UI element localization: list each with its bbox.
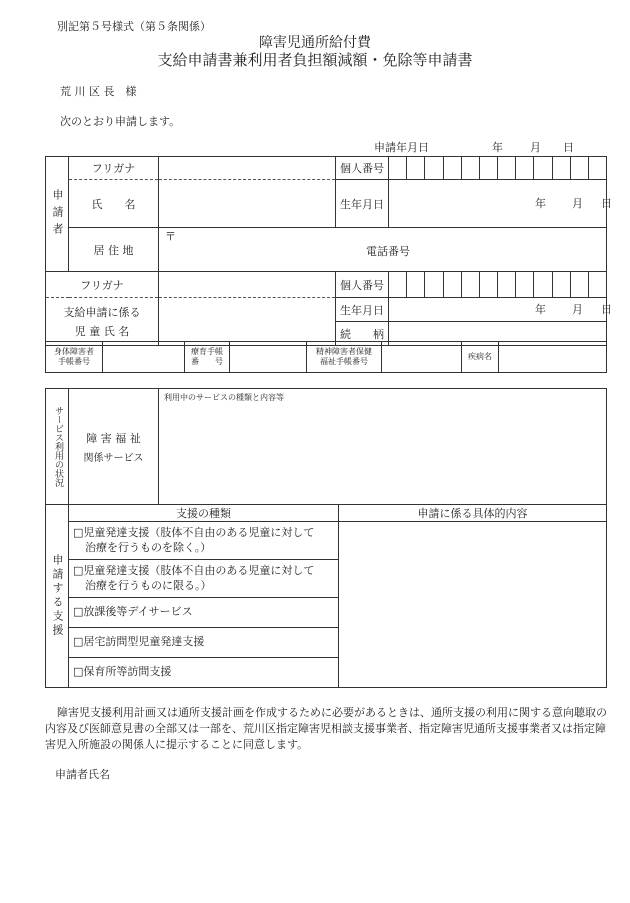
physical-handbook-label: 身体障害者 手帳番号 [46,342,103,373]
applicant-name-field[interactable] [159,180,336,228]
support-detail-field[interactable] [339,522,607,688]
child-birth-month-unit: 月 [572,303,583,316]
welfare-service-label [69,389,159,505]
mental-handbook-field[interactable] [382,342,462,373]
child-name-label-line2: 児 童 氏 名 [74,325,130,338]
applicant-furigana-field[interactable] [159,157,336,180]
postal-mark: 〒 [165,230,176,243]
child-birth-day-unit: 日 [601,303,612,316]
applicant-furigana-label: フリガナ [69,157,159,180]
child-relation-label: 続 柄 [336,322,389,346]
support-option-4[interactable]: □居宅訪問型児童発達支援 [69,628,339,658]
consent-text: 障害児支援利用計画又は通所支援計画を作成するために必要があるときは、通所支援の利用に関する意向聴取の内容及び医師意見書の全部又は一部を、荒川区指定障害児相談支援事業者、指定障害児通所支援事業者又は指定障害児入所施設の関係人に提示することに同意します。 [45,706,607,751]
date-label: 申請年月日 [374,141,429,154]
support-section-label: 申請する支援 [46,505,69,688]
service-table [45,388,607,505]
child-birth-field[interactable] [389,298,612,322]
rehab-handbook-label: 療育手帳 番 号 [185,342,230,373]
applicant-birth-field[interactable] [389,180,612,228]
applicant-birth-day-unit: 日 [601,197,612,210]
child-name-label-line1: 支給申請に係る [63,306,141,319]
applicant-address-label: 居 住 地 [69,228,159,272]
date-month-unit: 月 [530,141,541,154]
intro-text: 次のとおり申請します。 [60,115,181,128]
disease-field[interactable] [499,342,607,373]
applicant-table [45,156,612,346]
child-personal-no-boxes[interactable] [389,272,607,298]
welfare-service-label-line2: 関係サービス [83,452,144,464]
addressee: 荒 川 区 長 様 [60,85,137,98]
rehab-handbook-field[interactable] [230,342,307,373]
support-detail-header: 申請に係る具体的内容 [339,505,607,522]
applicant-birth-label: 生年月日 [336,180,389,228]
applicant-birth-year-unit: 年 [535,197,546,210]
child-name-field[interactable] [159,298,336,346]
welfare-service-label-line1: 障 害 福 祉 [86,431,141,445]
applicant-personal-no-label: 個人番号 [336,157,389,180]
phone-label: 電話番号 [366,245,410,258]
applicant-address-field[interactable] [159,228,607,272]
child-personal-no-label: 個人番号 [336,272,389,298]
form-number: 別記第５号様式（第５条関係） [57,20,211,33]
signature-label: 申請者氏名 [55,768,110,781]
service-content-field[interactable] [159,389,607,505]
physical-handbook-field[interactable] [103,342,185,373]
child-furigana-field[interactable] [159,272,336,298]
applicant-personal-no-boxes[interactable] [389,157,607,180]
applicant-section-label: 申請者 [46,157,69,272]
applicant-birth-month-unit: 月 [572,197,583,210]
mental-handbook-label: 精神障害者保健 福祉手帳番号 [307,342,382,373]
applicant-name-label: 氏 名 [69,180,159,228]
title-line1: 障害児通所給付費 [259,35,371,51]
service-content-label: 利用中のサービスの種類と内容等 [164,393,284,402]
child-birth-label: 生年月日 [336,298,389,322]
support-option-3[interactable]: □放課後等デイサービス [69,598,339,628]
child-furigana-label: フリガナ [46,272,159,298]
handbook-table [45,341,607,373]
title-line2: 支給申請書兼利用者負担額減額・免除等申請書 [157,51,473,69]
support-type-header: 支援の種類 [69,505,339,522]
support-table [45,504,607,688]
support-option-1[interactable]: □児童発達支援（肢体不自由のある児童に対して 治療を行うものを除く。） [69,522,339,560]
disease-label: 疾病名 [462,342,499,373]
child-name-label [46,298,159,346]
child-birth-year-unit: 年 [535,303,546,316]
date-year-unit: 年 [492,141,503,154]
date-day-unit: 日 [563,141,574,154]
support-option-2[interactable]: □児童発達支援（肢体不自由のある児童に対して 治療を行うものに限る。） [69,560,339,598]
support-option-5[interactable]: □保育所等訪問支援 [69,658,339,688]
service-section-label: サービス利用の状況 [46,389,69,505]
